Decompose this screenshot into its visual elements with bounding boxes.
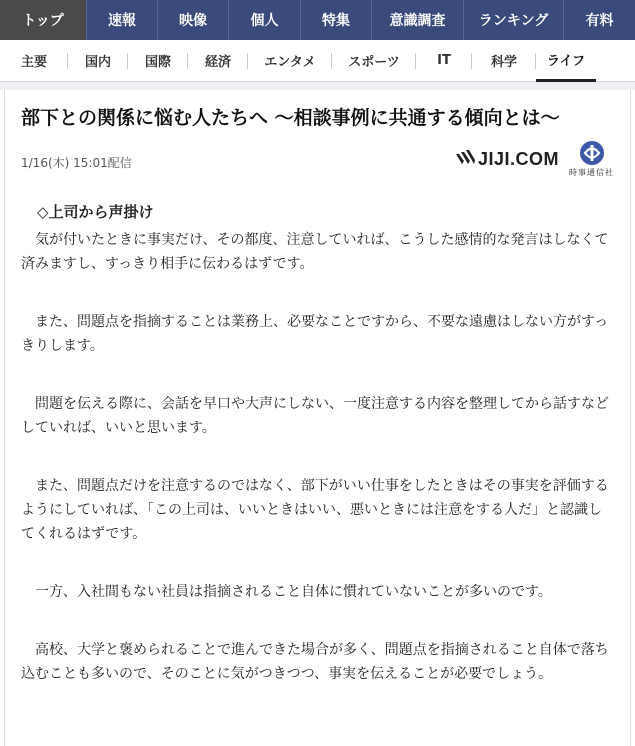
top-tab-personal[interactable]: 個人: [229, 0, 301, 40]
paragraph: 問題を伝える際に、会話を早口や大声にしない、一度注意する内容を整理してから話すなどしていれば、いいと思います。: [21, 396, 609, 436]
sub-tab-domestic[interactable]: 国内: [68, 40, 128, 82]
paragraph: 高校、大学と褒められることで進んできた場合が多く、問題点を指摘されること自体で落ち込むことも多いので、そのことに気がつきつつ、事実を伝えることが必要でしょう。: [21, 642, 609, 682]
top-nav: [0, 0, 635, 40]
article-title: 部下との関係に悩む人たちへ 〜相談事例に共通する傾向とは〜: [21, 107, 560, 129]
top-tab-feature[interactable]: 特集: [301, 0, 372, 40]
jiji-press-mark: [569, 140, 614, 178]
article: [4, 90, 631, 746]
section-heading: ◇上司から声掛け: [37, 203, 154, 221]
article-meta: [21, 132, 614, 188]
sub-tab-main[interactable]: 主要: [0, 40, 68, 82]
source-logo[interactable]: [454, 140, 614, 178]
sub-tab-entertainment[interactable]: エンタメ: [248, 40, 332, 82]
jiji-mark-icon: [454, 148, 476, 170]
jiji-press-caption: 時事通信社: [569, 168, 614, 177]
paragraph: また、問題点だけを注意するのではなく、部下がいい仕事をしたときはその事実を評価するようにしていれば、「この上司は、いいときはいい、悪いときには注意をする人だ」と認識してくれるはずです。: [21, 478, 609, 542]
top-tab-top[interactable]: トップ: [0, 0, 87, 40]
sub-nav: [0, 40, 635, 82]
jiji-logo-text: JIJI.COM: [477, 148, 559, 169]
article-body: [21, 188, 614, 686]
top-tab-paid[interactable]: 有料: [585, 13, 614, 29]
paragraph: 一方、入社間もない社員は指摘されること自体に慣れていないことが多いのです。: [35, 584, 552, 600]
paragraph: 気が付いたときに事実だけ、その都度、注意していれば、こうした感情的な発言はしなくて済みますし、すっきり相手に伝わるはずです。: [21, 232, 609, 272]
sub-tab-international[interactable]: 国際: [128, 40, 188, 82]
sub-tab-it[interactable]: IT: [416, 40, 472, 82]
sub-tab-life[interactable]: ライフ: [536, 40, 596, 82]
paragraph: また、問題点を指摘することは業務上、必要なことですから、不要な遠慮はしない方がすっきりします。: [21, 314, 609, 354]
sub-tab-science[interactable]: 科学: [472, 40, 536, 82]
top-tab-video[interactable]: 映像: [158, 0, 229, 40]
top-tab-ranking[interactable]: ランキング: [464, 0, 564, 40]
jiji-press-icon: [579, 140, 605, 166]
publish-date: 1/16(木) 15:01配信: [21, 156, 132, 170]
top-tab-breaking[interactable]: 速報: [87, 0, 158, 40]
top-tab-survey[interactable]: 意識調査: [372, 0, 464, 40]
nav-gap: [0, 82, 635, 90]
sub-tab-sports[interactable]: スポーツ: [332, 40, 416, 82]
sub-tab-economy[interactable]: 経済: [188, 40, 248, 82]
